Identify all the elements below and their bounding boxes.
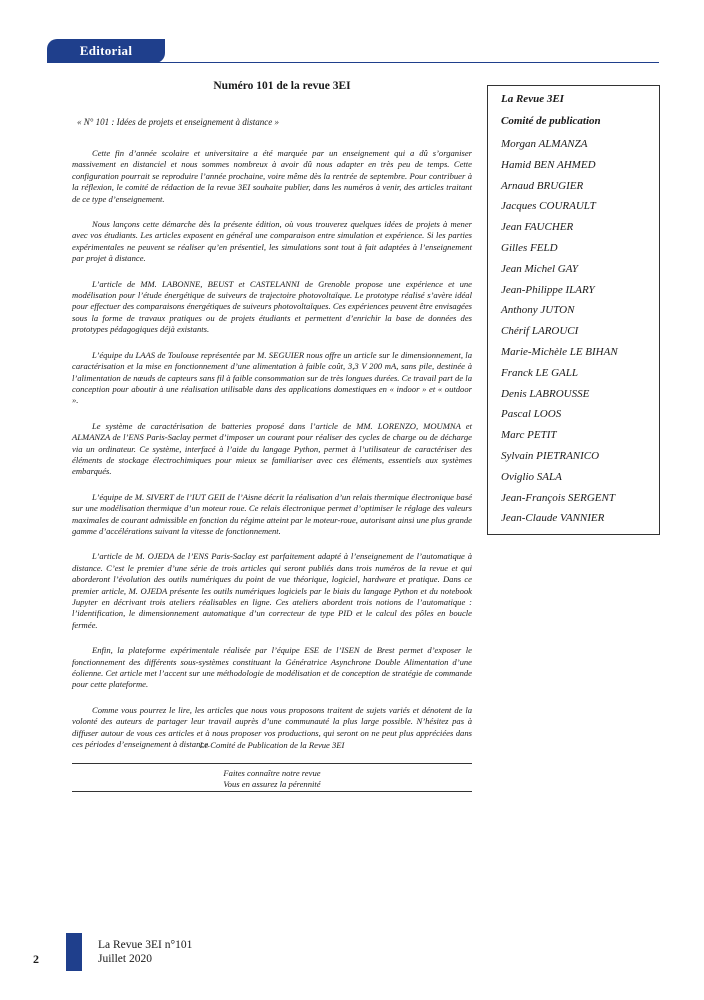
section-tab: Editorial: [47, 39, 165, 63]
committee-member: Marie-Michèle LE BIHAN: [501, 345, 618, 358]
committee-member: Marc PETIT: [501, 429, 557, 442]
paragraph: Le système de caractérisation de batteries proposé dans l’article de MM. LORENZO, MOUMNA et ALMANZA de l’ENS Paris-Saclay permet d’imposer un courant pour réaliser des cycles de charge ou de décharge via un ordinateur. Ce système, interfacé à l’aide du langage Python, permet à l’utilisateur de caractériser des éléments de stockage électrochimiques pour mieux se familiariser avec ces éléments, essentiels aux systèmes embarqués.: [72, 420, 472, 477]
article-subtitle: « N° 101 : Idées de projets et enseignement à distance »: [77, 117, 279, 127]
committee-member: Hamid BEN AHMED: [501, 158, 596, 171]
committee-member: Jean FAUCHER: [501, 221, 574, 234]
motto: [72, 768, 472, 789]
committee-member: Oviglio SALA: [501, 470, 562, 483]
page-number: 2: [33, 952, 39, 966]
paragraph: L’équipe du LAAS de Toulouse représentée par M. SEGUIER nous offre un article sur le dimensionnement, la caractérisation et la mise en fonctionnement d’une alimentation à faible coût, 3,3 V 200 mA, sans pile, destinée à l’alimentation de nœuds de capteurs sans fil à faible consommation sur de très longues durées. Ce travail part de la conception pour aboutir à une réalisation utilisable dans des applications domestiques en « indoor » et « outdoor ».: [72, 349, 472, 406]
paragraph: Nous lançons cette démarche dès la présente édition, où vous trouverez quelques idées de projets à mener avec vos étudiants. Les articles exposent en général une comparaison entre simulation et expérience. Si les parties expérimentales ne peuvent se réaliser qu’en présentiel, les simulations sont tout à fait adaptées à l’enseignement par projet à distance.: [72, 219, 472, 264]
footer-info: [98, 938, 192, 966]
committee-member: Jean-Claude VANNIER: [501, 512, 605, 525]
signature: Le Comité de Publication de la Revue 3EI: [199, 740, 345, 750]
footer-color-bar: [66, 933, 82, 971]
sidebar-subtitle: Comité de publication: [501, 115, 601, 127]
header-rule: [47, 62, 659, 63]
paragraph: L’équipe de M. SIVERT de l’IUT GEII de l’Aisne décrit la réalisation d’un relais thermique électronique basé sur une modélisation thermique d’un moteur roue. Ce relais électronique permet d’optimiser le réglage des valeurs maximales de courant admissible en fonction du régime atteint par le moteur-roue, autorisant ainsi une plus grande gamme d’accélérations suivant la vitesse de fonctionnement.: [72, 491, 472, 536]
publication-committee-box: [487, 85, 660, 535]
motto-line-1: Faites connaître notre revue: [223, 768, 321, 778]
committee-member: Anthony JUTON: [501, 304, 575, 317]
committee-member: Morgan ALMANZA: [501, 138, 588, 150]
committee-member: Jacques COURAULT: [501, 200, 596, 213]
committee-member: Jean-Philippe ILARY: [501, 283, 595, 296]
editorial-article: [72, 80, 472, 750]
paragraph: L’article de MM. LABONNE, BEUST et CASTELANNI de Grenoble propose une expérience et une modélisation pour l’étude énergétique de suiveurs de trajectoire photovoltaïque. Le prototype réalisé s’avère idéal pour effectuer des comparaisons énergétiques de suiveurs photovoltaïques. Ces expériences peuvent être envisagées sous la forme de travaux pratiques ou de projets étudiants et permettent d’enrichir la base de données des prototypes pédagogiques déjà existants.: [72, 278, 472, 335]
paragraph: Enfin, la plateforme expérimentale réalisée par l’équipe ESE de l’ISEN de Brest permet d’exposer le fonctionnement des différents sous-systèmes constituant la Génératrice Asynchrone Double Alimentation d’une éolienne. Cet article met l’accent sur une méthodologie de modélisation et de conception de stratégie de commande pour cette plateforme.: [72, 645, 472, 690]
motto-top-rule: [72, 763, 472, 764]
paragraph: L’article de M. OJEDA de l’ENS Paris-Saclay est parfaitement adapté à l’enseignement de l’automatique à distance. C’est le premier d’une série de trois articles qui seront publiés dans trois numéros de la revue et qui aborderont l’évolution des outils numériques du point de vue théorique, logiciel, hardware et pratique. Dans ce premier article, M. OJEDA présente les outils numériques logiciels par le biais du langage Python et du notebook Jupyter en décrivant trois ateliers réalisables en ligne. Ces ateliers abordent trois notions de l’automatique : l’identification, le dimensionnement automatique d’un correcteur de type PID et le calcul des pôles en boucle fermée.: [72, 551, 472, 630]
committee-member: Jean-François SERGENT: [501, 491, 615, 504]
footer-date: Juillet 2020: [98, 953, 152, 965]
footer-journal: La Revue 3EI n°101: [98, 939, 193, 951]
committee-member: Pascal LOOS: [501, 408, 562, 421]
paragraph: Cette fin d’année scolaire et universitaire a été marquée par un enseignement qui a dû s’organiser massivement en distanciel et nous sommes nombreux à avoir dû nous adapter en très peu de temps. Cette configuration pourrait se reproduire l’année prochaine, voire même dès la rentrée de septembre. Pour contribuer à la réflexion, le comité de rédaction de la revue 3EI souhaite publier, dans les numéros à venir, des articles traitant de ce type d’enseignement.: [72, 148, 472, 204]
committee-member: Sylvain PIETRANICO: [501, 449, 600, 462]
committee-member: Chérif LAROUCI: [501, 325, 579, 338]
sidebar-title: La Revue 3EI: [501, 93, 564, 105]
committee-member: Jean Michel GAY: [501, 262, 578, 275]
committee-member: Franck LE GALL: [501, 366, 578, 379]
committee-member: Arnaud BRUGIER: [501, 179, 584, 192]
committee-member: Gilles FELD: [501, 241, 558, 254]
article-title: Numéro 101 de la revue 3EI: [213, 80, 351, 92]
motto-bottom-rule: [72, 791, 472, 792]
motto-line-2: Vous en assurez la pérennité: [223, 778, 321, 789]
committee-member: Denis LABROUSSE: [501, 387, 590, 400]
paragraph: Comme vous pourrez le lire, les articles que nous vous proposons traitent de sujets variés et dénotent de la volonté des auteurs de partager leur travail auprès d’une communauté la plus large possible. N’hésitez pas à diffuser autour de vous ces articles et à nous proposer vos productions, qui seront on ne peut plus appréciées dans ces périodes d’enseignement à distance.: [72, 704, 472, 750]
